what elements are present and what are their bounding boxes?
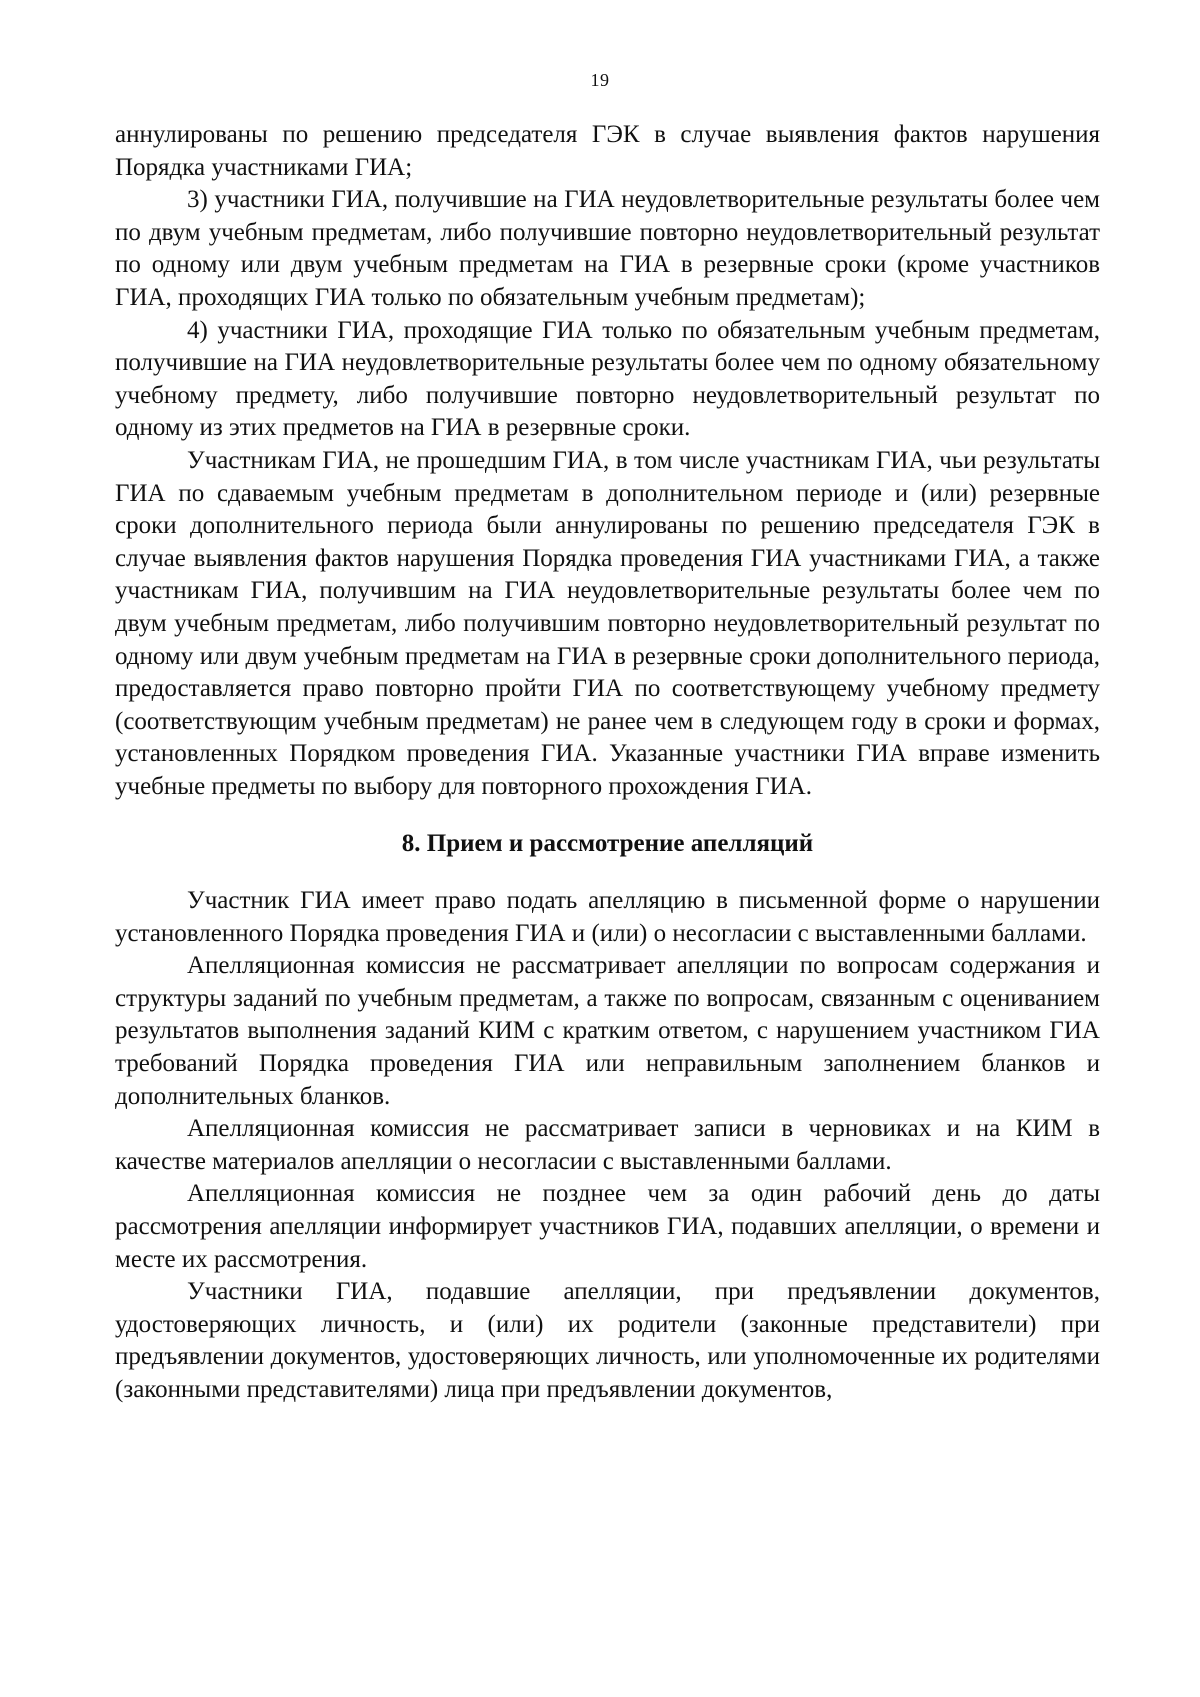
- paragraph-appeal-right: Участник ГИА имеет право подать апелляцию в письменной форме о нарушении установленного Порядка проведения ГИА и (или) о несогласии с выставленными баллами.: [115, 887, 1100, 947]
- paragraph-continuation: аннулированы по решению председателя ГЭК в случае выявления фактов нарушения Порядка участниками ГИА;: [115, 121, 1100, 181]
- section-heading: 8. Прием и рассмотрение апелляций: [401, 830, 814, 858]
- paragraph-item-3: 3) участники ГИА, получившие на ГИА неудовлетворительные результаты более чем по двум учебным предметам, либо получившие повторно неудовлетворительный результат по одному или двум учебным предметам на ГИА в резервные сроки (кроме участников ГИА, проходящих ГИА только по обязательным учебным предметам);: [115, 186, 1100, 311]
- paragraph-retake-right: Участникам ГИА, не прошедшим ГИА, в том числе участникам ГИА, чьи результаты ГИА по сдаваемым учебным предметам в дополнительном периоде и (или) резервные сроки дополнительного периода были аннулированы по решению председателя ГЭК в случае выявления фактов нарушения Порядка проведения ГИА участниками ГИА, а также участникам ГИА, получившим на ГИА неудовлетворительные результаты более чем по двум учебным предметам, либо получившим повторно неудовлетворительный результат по одному или двум учебным предметам на ГИА в резервные сроки дополнительного периода, предоставляется право повторно пройти ГИА по соответствующему учебному предмету (соответствующим учебным предметам) не ранее чем в следующем году в сроки и формах, установленных Порядком проведения ГИА. Указанные участники ГИА вправе изменить учебные предметы по выбору для повторного прохождения ГИА.: [115, 446, 1100, 800]
- document-body: [115, 119, 1100, 1407]
- page-number: 19: [590, 70, 610, 90]
- paragraph-appeal-notification: Апелляционная комиссия не позднее чем за один рабочий день до даты рассмотрения апелляции информирует участников ГИА, подавших апелляции, о времени и месте их рассмотрения.: [115, 1180, 1100, 1273]
- paragraph-item-4: 4) участники ГИА, проходящие ГИА только по обязательным учебным предметам, получившие на ГИА неудовлетворительные результаты более чем по одному обязательному учебному предмету, либо получившие повторно неудовлетворительный результат по одному из этих предметов на ГИА в резервные сроки.: [115, 316, 1100, 442]
- paragraph-appeal-exclusions: Апелляционная комиссия не рассматривает апелляции по вопросам содержания и структуры заданий по учебным предметам, а также по вопросам, связанным с оцениванием результатов выполнения заданий КИМ с кратким ответом, с нарушением участником ГИА требований Порядка проведения ГИА или неправильным заполнением бланков и дополнительных бланков.: [115, 952, 1100, 1110]
- paragraph-appeal-attendance: Участники ГИА, подавшие апелляции, при предъявлении документов, удостоверяющих личность, и (или) их родители (законные представители) при предъявлении документов, удостоверяющих личность, или уполномоченные их родителями (законными представителями) лица при предъявлении документов,: [115, 1278, 1100, 1403]
- paragraph-drafts-exclusion: Апелляционная комиссия не рассматривает записи в черновиках и на КИМ в качестве материалов апелляции о несогласии с выставленными баллами.: [115, 1115, 1100, 1175]
